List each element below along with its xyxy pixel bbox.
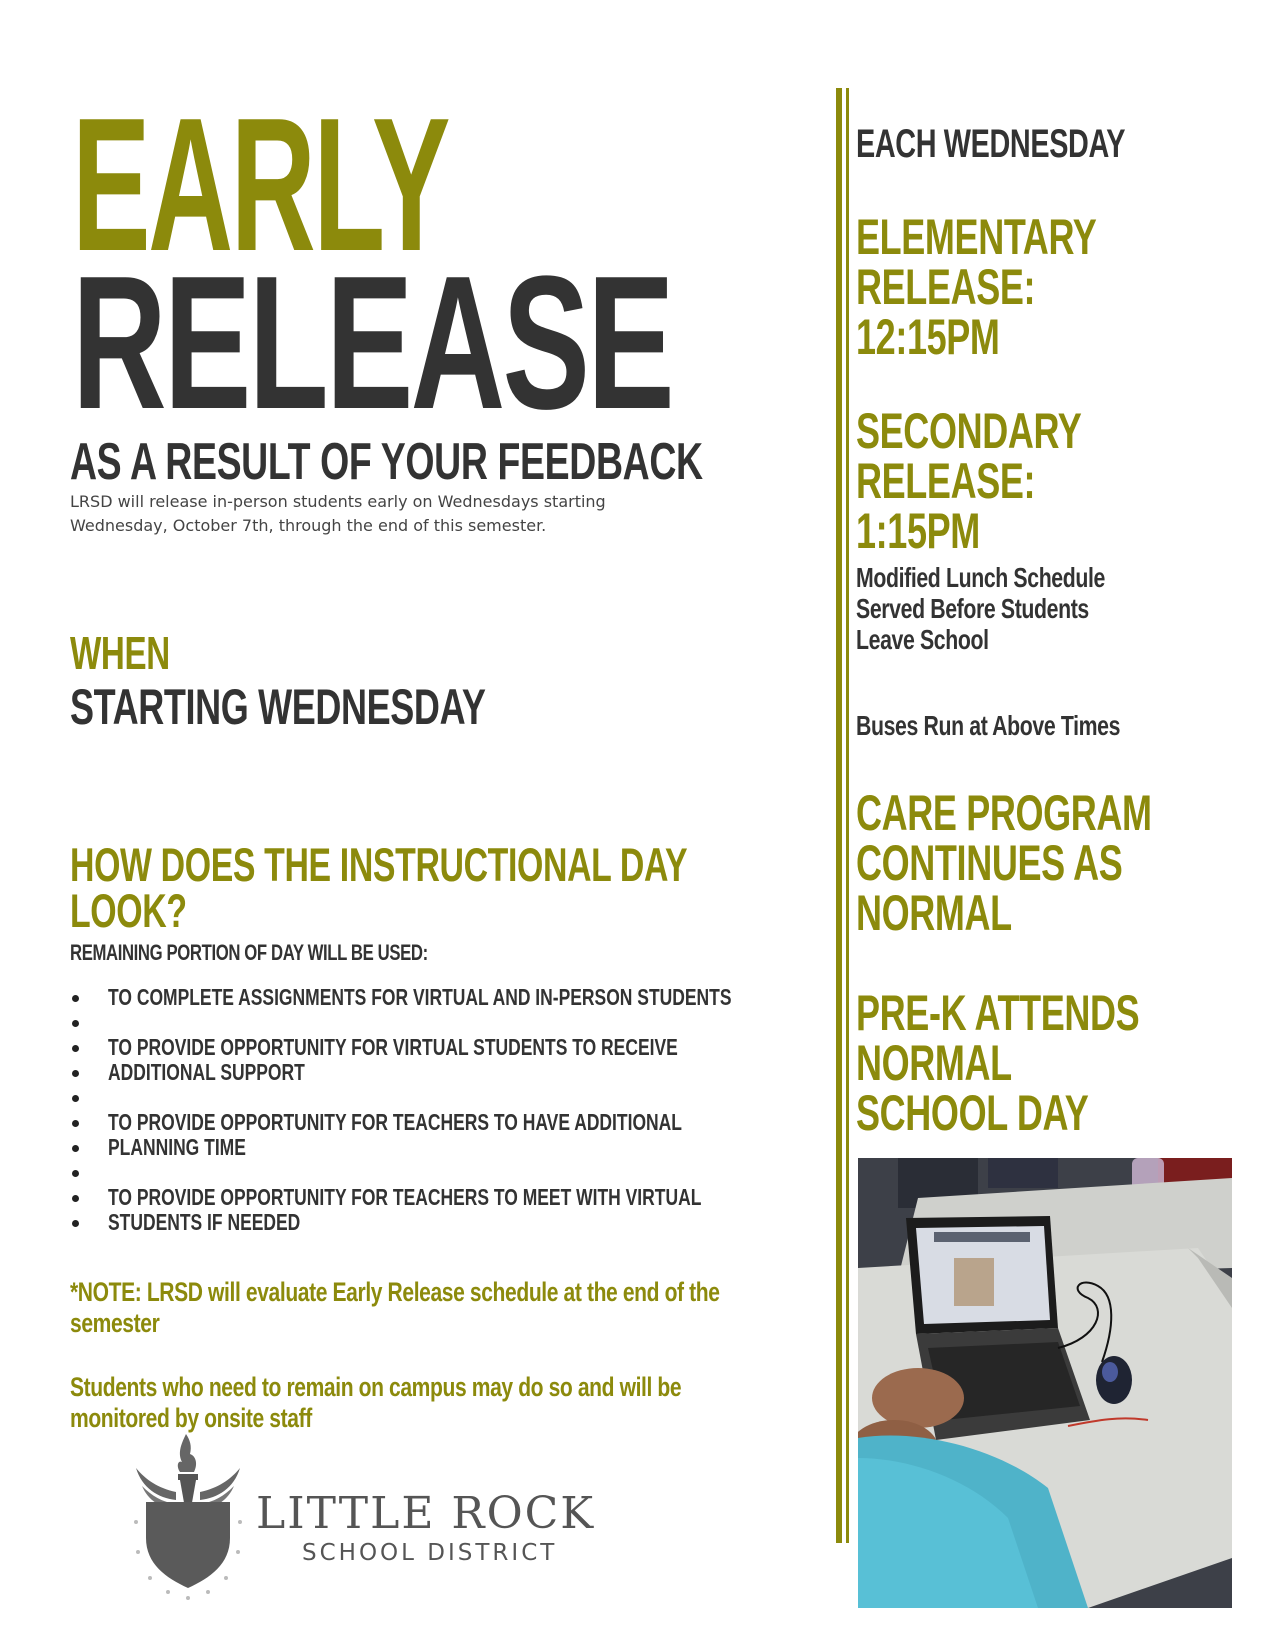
bullet-dot-icon (72, 1045, 79, 1052)
campus-note (70, 1372, 749, 1434)
bullet-text: TO PROVIDE OPPORTUNITY FOR TEACHERS TO MEET WITH VIRTUAL (108, 1184, 702, 1210)
bullet-dot-icon (72, 1095, 79, 1102)
care-program: CARE PROGRAM CONTINUES AS NORMAL (856, 785, 1152, 941)
bullet-dot-icon (72, 1120, 79, 1127)
vertical-divider (836, 88, 842, 1543)
bullet-dot-icon (72, 1195, 79, 1202)
how-heading-text: HOW DOES THE INSTRUCTIONAL DAY LOOK? (70, 838, 687, 937)
title-early: EARLY (72, 79, 449, 291)
bullet-dot-icon (72, 1020, 79, 1027)
bullet-text: TO PROVIDE OPPORTUNITY FOR VIRTUAL STUDENTS TO RECEIVE (108, 1034, 678, 1060)
campus-note-text: Students who need to remain on campus may do so and will be monitored by onsite staff (70, 1372, 682, 1433)
bullet-text: TO PROVIDE OPPORTUNITY FOR TEACHERS TO HAVE ADDITIONAL (108, 1109, 682, 1135)
bullet-text: STUDENTS IF NEEDED (108, 1209, 301, 1235)
buses-note: Buses Run at Above Times (856, 710, 1121, 741)
bullet-dot-icon (72, 1145, 79, 1152)
title-release: RELEASE (72, 237, 672, 449)
bullet-text: TO COMPLETE ASSIGNMENTS FOR VIRTUAL AND IN-PERSON STUDENTS (108, 984, 732, 1010)
how-heading (70, 838, 790, 937)
bullet-dot-icon (72, 995, 79, 1002)
elementary-release: ELEMENTARY RELEASE: 12:15PM (856, 209, 1097, 365)
how-subheading: REMAINING PORTION OF DAY WILL BE USED: (70, 940, 428, 965)
bullet-dot-icon (72, 1170, 79, 1177)
bullet-text: ADDITIONAL SUPPORT (108, 1059, 305, 1085)
when-value: STARTING WEDNESDAY (70, 679, 486, 735)
evaluation-note (70, 1277, 749, 1339)
bullet-dot-icon (72, 1220, 79, 1227)
when-heading: WHEN (70, 627, 170, 679)
logo-district-name: LITTLE ROCK (256, 1488, 596, 1539)
bullet-dot-icon (72, 1070, 79, 1077)
bullet-text: PLANNING TIME (108, 1134, 246, 1160)
logo-district-subtitle: SCHOOL DISTRICT (302, 1540, 558, 1566)
student-laptop-photo (858, 1158, 1232, 1608)
subtitle-feedback: AS A RESULT OF YOUR FEEDBACK (70, 433, 703, 491)
secondary-release: SECONDARY RELEASE: 1:15PM (856, 403, 1082, 559)
vertical-divider-accent (846, 88, 849, 1543)
evaluation-note-text: *NOTE: LRSD will evaluate Early Release schedule at the end of the semester (70, 1277, 720, 1338)
lunch-note: Modified Lunch Schedule Served Before Students Leave School (856, 562, 1105, 655)
district-logo-icon (128, 1428, 248, 1602)
prek-note: PRE-K ATTENDS NORMAL SCHOOL DAY (856, 985, 1140, 1141)
intro-text: LRSD will release in-person students early on Wednesdays starting Wednesday, October 7th, through the end of this semester. (70, 492, 606, 535)
each-wednesday: EACH WEDNESDAY (856, 122, 1126, 166)
